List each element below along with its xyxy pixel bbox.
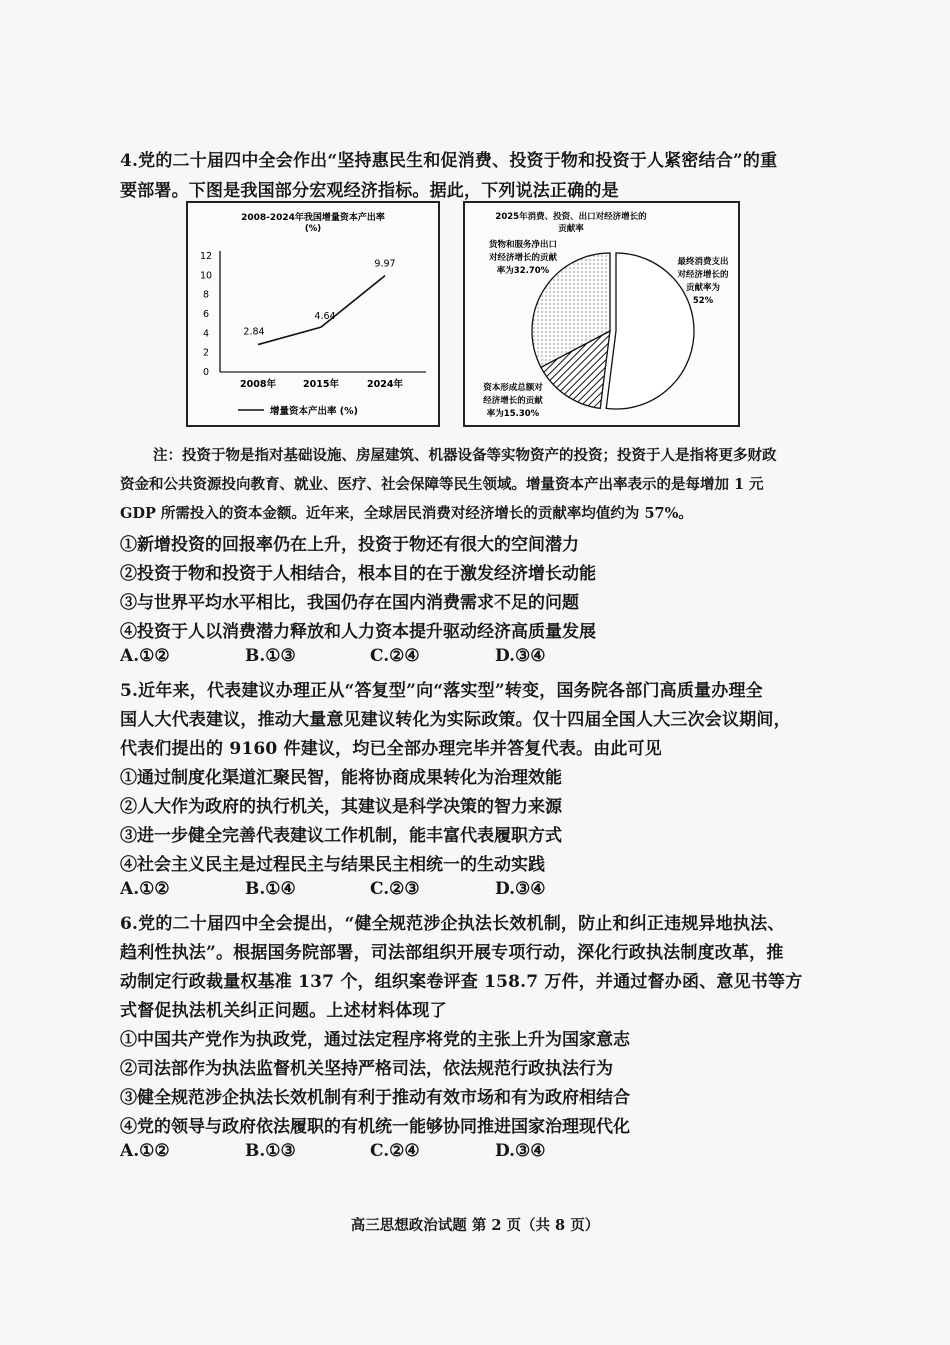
y-tick-label: 12 bbox=[199, 251, 213, 262]
legend-label: 增量资本产出率 (%) bbox=[270, 406, 359, 417]
pie-label-exports-1: 货物和服务净出口 bbox=[488, 240, 558, 250]
q6-stem-line1: 6.党的二十届四中全会提出，“健全规范涉企执法长效机制，防止和纠正违规异地执法、 bbox=[120, 914, 785, 934]
x-tick-label: 2015年 bbox=[303, 379, 339, 390]
pie-label-consumption-2: 对经济增长的 bbox=[677, 270, 729, 280]
q4-note-line1: 注：投资于物是指对基础设施、房屋建筑、机器设备等实物资产的投资；投资于人是指将更多财政 bbox=[153, 447, 777, 464]
x-tick-label: 2008年 bbox=[240, 379, 276, 390]
pie-label-capital-1: 资本形成总额对 bbox=[483, 383, 543, 393]
pie-label-exports-3: 率为32.70% bbox=[496, 266, 550, 276]
line-chart bbox=[188, 203, 438, 425]
q5-option-3: ③进一步健全完善代表建议工作机制，能丰富代表履职方式 bbox=[120, 826, 562, 846]
q6-option-1: ①中国共产党作为执政党，通过法定程序将党的主张上升为国家意志 bbox=[120, 1030, 630, 1050]
q4-choice-d: D.③④ bbox=[495, 646, 546, 666]
x-tick-label: 2024年 bbox=[367, 379, 403, 390]
y-tick-label: 8 bbox=[202, 289, 210, 301]
q6-option-3: ③健全规范涉企执法长效机制有利于推动有效市场和有为政府相结合 bbox=[120, 1088, 630, 1108]
pie-title-line2: 贡献率 bbox=[558, 224, 584, 234]
q5-stem-line2: 国人大代表建议，推动大量意见建议转化为实际政策。仅十四届全国人大三次会议期间， bbox=[120, 710, 791, 730]
line-chart-unit: (%) bbox=[304, 224, 322, 234]
q6-choice-b: B.①③ bbox=[245, 1141, 296, 1161]
pie-chart bbox=[465, 203, 738, 425]
q4-choice-b: B.①③ bbox=[245, 646, 296, 666]
q4-option-2: ②投资于物和投资于人相结合，根本目的在于激发经济增长动能 bbox=[120, 564, 596, 584]
data-label: 9.97 bbox=[374, 258, 396, 270]
pie-label-consumption-1: 最终消费支出 bbox=[677, 257, 729, 267]
q4-option-1: ①新增投资的回报率仍在上升，投资于物还有很大的空间潜力 bbox=[120, 535, 579, 555]
data-label: 4.64 bbox=[314, 311, 336, 323]
y-tick-label: 2 bbox=[202, 347, 210, 359]
q4-choice-c: C.②④ bbox=[370, 646, 420, 666]
y-tick-label: 4 bbox=[202, 328, 210, 340]
q4-stem-line1: 4.党的二十届四中全会作出“坚持惠民生和促消费、投资于物和投资于人紧密结合”的重 bbox=[120, 151, 778, 171]
q4-note-line3: GDP 所需投入的资本金额。近年来，全球居民消费对经济增长的贡献率均值约为 57%。 bbox=[120, 505, 693, 522]
q4-choices bbox=[120, 646, 620, 666]
pie-label-capital-3: 率为15.30% bbox=[486, 409, 540, 419]
q5-choice-b: B.①④ bbox=[245, 879, 296, 899]
pie-chart-box bbox=[463, 201, 740, 427]
q6-stem-line4: 式督促执法机关纠正问题。上述材料体现了 bbox=[120, 1001, 447, 1021]
q5-option-4: ④社会主义民主是过程民主与结果民主相统一的生动实践 bbox=[120, 855, 545, 875]
q6-stem-line3: 动制定行政裁量权基准 137 个，组织案卷评查 158.7 万件，并通过督办函、意见书等方 bbox=[120, 972, 803, 992]
q5-choice-c: C.②③ bbox=[370, 879, 420, 899]
q6-stem-line2: 趋利性执法”。根据国务院部署，司法部组织开展专项行动，深化行政执法制度改革，推 bbox=[120, 943, 784, 963]
y-tick-label: 10 bbox=[199, 270, 213, 282]
q6-choices bbox=[120, 1141, 620, 1161]
q5-stem-line3: 代表们提出的 9160 件建议，均已全部办理完毕并答复代表。由此可见 bbox=[120, 739, 662, 759]
pie-label-consumption-3: 贡献率为 bbox=[685, 283, 721, 293]
q6-choice-d: D.③④ bbox=[495, 1141, 546, 1161]
q5-choices bbox=[120, 879, 620, 899]
y-tick-label: 0 bbox=[202, 367, 210, 378]
q5-option-2: ②人大作为政府的执行机关，其建议是科学决策的智力来源 bbox=[120, 797, 562, 817]
pie-label-consumption-4: 52% bbox=[692, 296, 714, 306]
y-tick-label: 6 bbox=[202, 309, 210, 320]
q6-choice-a: A.①② bbox=[120, 1141, 170, 1161]
q5-choice-a: A.①② bbox=[120, 879, 170, 899]
line-chart-box bbox=[186, 201, 440, 427]
data-label: 2.84 bbox=[243, 326, 265, 338]
q6-choice-c: C.②④ bbox=[370, 1141, 420, 1161]
page-footer: 高三思想政治试题 第 2 页（共 8 页） bbox=[350, 1217, 600, 1234]
line-series bbox=[258, 276, 385, 345]
pie-label-exports-2: 对经济增长的贡献 bbox=[488, 253, 558, 263]
pie-title-line1: 2025年消费、投资、出口对经济增长的 bbox=[495, 212, 647, 222]
line-chart-title: 2008-2024年我国增量资本产出率 bbox=[241, 213, 385, 223]
q4-option-3: ③与世界平均水平相比，我国仍存在国内消费需求不足的问题 bbox=[120, 593, 579, 613]
q5-stem-line1: 5.近年来，代表建议办理正从“答复型”向“落实型”转变，国务院各部门高质量办理全 bbox=[120, 681, 763, 701]
q4-stem-line2: 要部署。下图是我国部分宏观经济指标。据此，下列说法正确的是 bbox=[120, 181, 619, 201]
q5-choice-d: D.③④ bbox=[495, 879, 546, 899]
q5-option-1: ①通过制度化渠道汇聚民智，能将协商成果转化为治理效能 bbox=[120, 768, 562, 788]
pie-label-capital-2: 经济增长的贡献 bbox=[483, 396, 543, 406]
q4-choice-a: A.①② bbox=[120, 646, 170, 666]
q6-option-2: ②司法部作为执法监督机关坚持严格司法，依法规范行政执法行为 bbox=[120, 1059, 613, 1079]
q4-option-4: ④投资于人以消费潜力释放和人力资本提升驱动经济高质量发展 bbox=[120, 622, 596, 642]
q4-note-line2: 资金和公共资源投向教育、就业、医疗、社会保障等民生领域。增量资本产出率表示的是每增加 1 元 bbox=[120, 476, 764, 493]
q6-option-4: ④党的领导与政府依法履职的有机统一能够协同推进国家治理现代化 bbox=[120, 1117, 630, 1137]
